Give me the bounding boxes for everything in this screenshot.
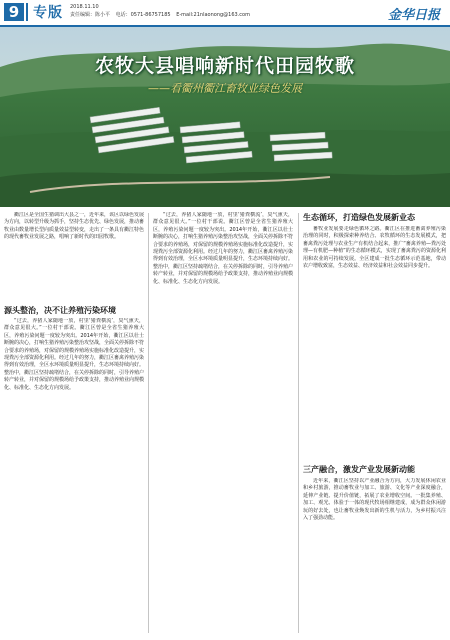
page-label (4, 3, 63, 21)
section1-body: “过去，养猪人家随地一放，村里‘猪粪横流’，臭气熏天，群众意见很大。”一位村干部说。衢江区曾是全省生猪养殖大区，养殖污染问题一度较为突出。2014年开始，衢江区以壮士断腕的决心，打响生猪养殖污染整治攻坚战，全面关停拆除不符合要求的养殖场，对保留的规模养殖场实施标准化改造提升，实现粪污全部资源化利用。经过几年的努力，衢江区畜禽养殖污染得到有效治理，全区水环境质量明显提升，生态环境持续向好。整治中，衢江区坚持疏堵结合，在关停拆除的同时，引导养殖户转产转业，并对保留的规模场给予政策支持，推动养殖业向规模化、标准化、生态化方向发展。 (4, 318, 144, 391)
issue-date: 2018.11.10 (70, 4, 99, 10)
section2-body: 畜牧业发展要走绿色循环之路。衢江区在推进畜禽养殖污染治理的同时，积极探索种养结合、农牧循环的生态发展模式，把畜禽粪污处理与农业生产有机结合起来，推广“畜禽养殖—粪污处理—有机肥—种植”的生态循环模式，实现了畜禽粪污的资源化利用和农业的可持续发展。全区建成一批生态循环示范基地，带动农户增收致富，生态效益、经济效益和社会效益同步提升。 (303, 226, 446, 270)
phone: 电话：0571-86757185 (115, 12, 171, 18)
headline: 农牧大县唱响新时代田园牧歌 (94, 55, 355, 77)
section1-body-continued: “过去，养猪人家随地一放，村里‘猪粪横流’，臭气熏天，群众意见很大。”一位村干部说。衢江区曾是全省生猪养殖大区，养殖污染问题一度较为突出。2014年开始，衢江区以壮士断腕的决心，打响生猪养殖污染整治攻坚战，全面关停拆除不符合要求的养殖场，对保留的规模养殖场实施标准化改造提升，实现粪污全部资源化利用。经过几年的努力，衢江区畜禽养殖污染得到有效治理，全区水环境质量明显提升，生态环境持续向好。整治中，衢江区坚持疏堵结合，在关停拆除的同时，引导养殖户转产转业，并对保留的规模场给予政策支持，推动养殖业向规模化、标准化、生态化方向发展。 (153, 212, 293, 285)
subheadline: ——看衢州衢江畜牧业绿色发展 (148, 82, 302, 95)
section2-title: 生态循环，打造绿色发展新业态 (303, 212, 415, 222)
column-rule (298, 213, 299, 633)
page-number: 9 (4, 3, 24, 21)
paper-logo: 金华日报 (387, 8, 440, 23)
section1-title: 源头整治，决不让养殖污染环境 (4, 305, 116, 315)
masthead-meta (70, 3, 250, 19)
column-rule (148, 213, 149, 633)
aerial-photo (0, 27, 450, 207)
email: E-mail:21nlaonong@163.com (176, 12, 250, 18)
section-name: 专版 (33, 5, 63, 21)
intro-text: 衢江区是全国生猪调出大县之一，近年来，该区以绿色发展为方向，以转型升级为抓手，坚持生态优先、绿色发展，推动畜牧业由数量增长型向质量效益型转变，走出了一条具有衢江特色的现代畜牧业发展之路，唱响了新时代的田园牧歌。 (4, 212, 144, 241)
divider (26, 3, 28, 21)
editor: 责任编辑：陈小平 (70, 12, 111, 18)
section3-title: 三产融合，激发产业发展新动能 (303, 464, 415, 474)
section3-body: 近年来，衢江区坚持以产业融合为方向，大力发展休闲农业和乡村旅游，推动畜牧业与加工、旅游、文化等产业深度融合，延伸产业链、提升价值链，拓展了农业增收空间。一批集养殖、加工、观光、体验于一体的现代牧场相继建成，成为群众休闲游玩的好去处，也让畜牧业焕发出新的生机与活力，为乡村振兴注入了强劲动能。 (303, 478, 446, 522)
masthead (0, 0, 450, 26)
